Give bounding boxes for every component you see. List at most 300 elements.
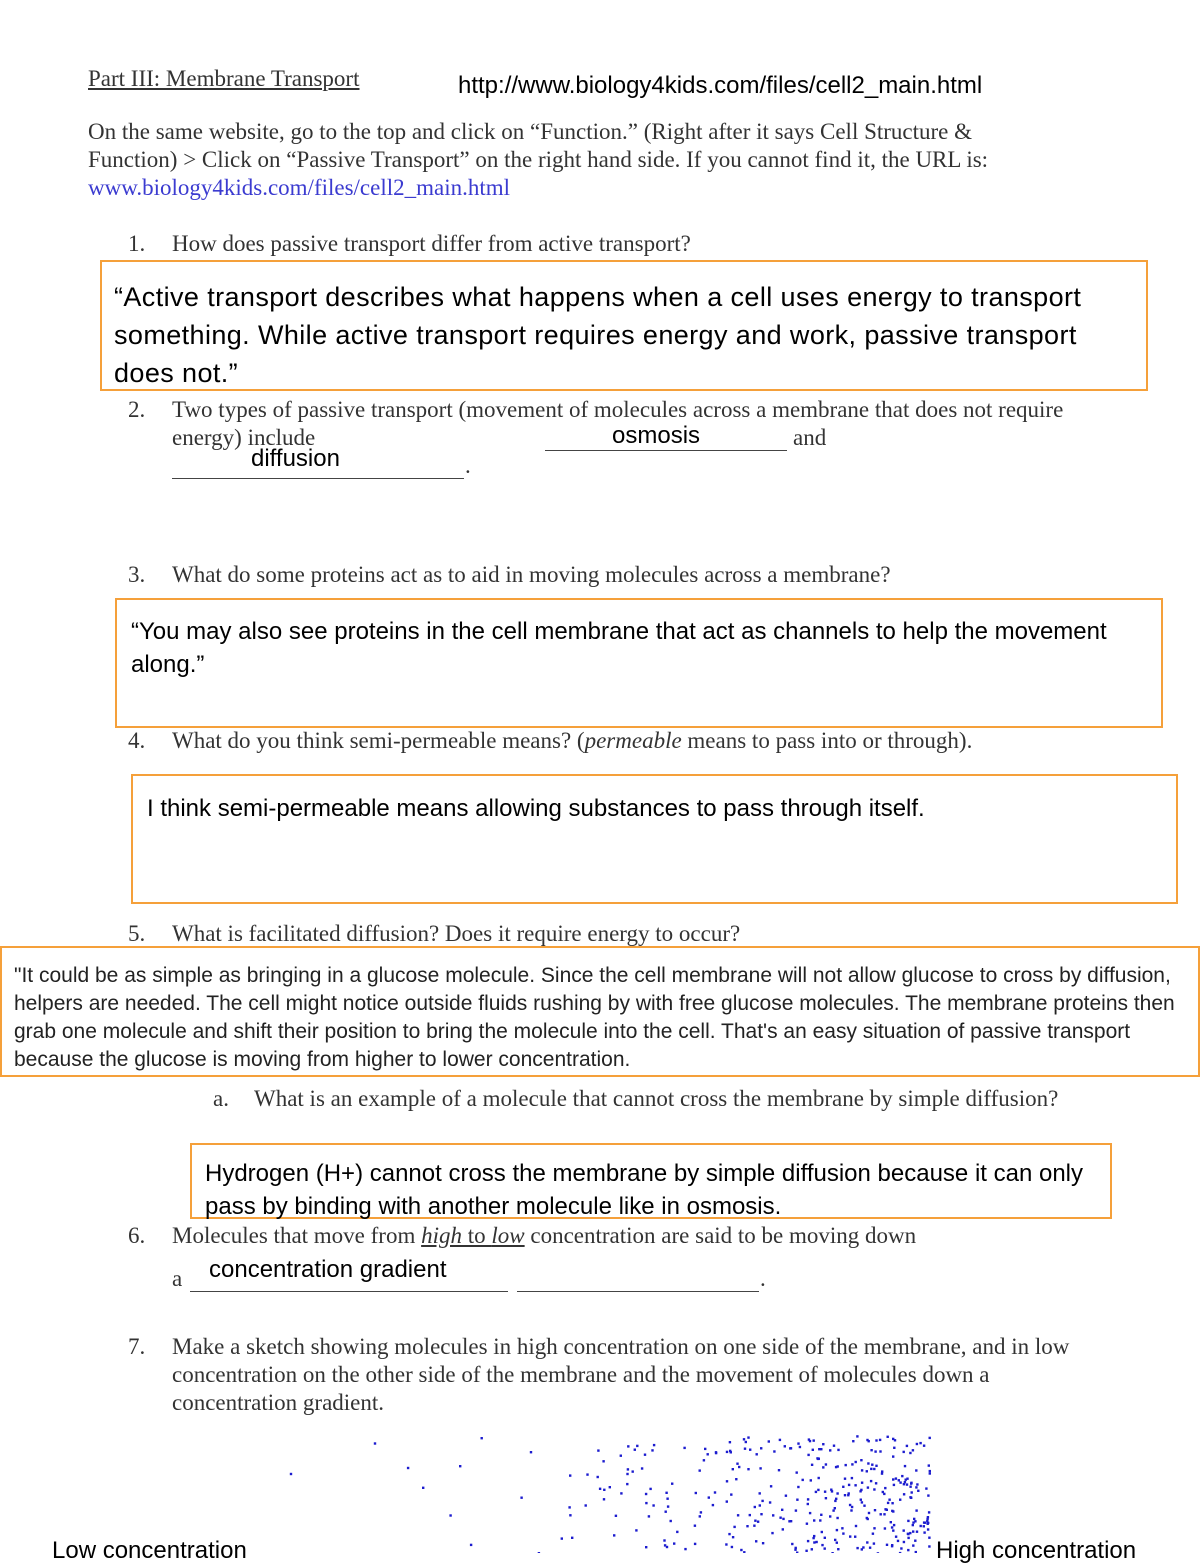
answer-box-4[interactable] bbox=[131, 774, 1178, 904]
molecule-dot bbox=[824, 1547, 826, 1549]
molecule-dot bbox=[847, 1494, 849, 1496]
section-heading: Part III: Membrane Transport bbox=[88, 66, 360, 91]
molecule-dot bbox=[586, 1473, 588, 1475]
molecule-dot bbox=[725, 1543, 727, 1545]
answer-box-3[interactable] bbox=[115, 598, 1163, 728]
molecule-dot bbox=[671, 1483, 673, 1485]
molecule-dot bbox=[914, 1540, 916, 1542]
molecule-dot bbox=[906, 1445, 908, 1447]
molecule-dot bbox=[760, 1447, 762, 1449]
molecule-dot bbox=[836, 1529, 838, 1531]
question-1-text: How does passive transport differ from active transport? bbox=[172, 231, 691, 256]
molecule-dot bbox=[735, 1478, 737, 1480]
molecule-dot bbox=[856, 1435, 858, 1437]
molecule-dot bbox=[807, 1503, 809, 1505]
molecule-dot bbox=[909, 1532, 911, 1534]
question-5a-number: a. bbox=[213, 1086, 229, 1111]
molecule-dot bbox=[769, 1501, 771, 1503]
molecule-dot bbox=[585, 1504, 587, 1506]
answer-box-5a[interactable] bbox=[190, 1143, 1112, 1219]
molecule-dot bbox=[900, 1547, 902, 1549]
molecule-dot bbox=[875, 1482, 877, 1484]
molecule-dot bbox=[603, 1489, 605, 1491]
molecule-dot bbox=[919, 1442, 921, 1444]
answer-4-text: I think semi-permeable means allowing substances to pass through itself. bbox=[147, 795, 925, 822]
molecule-dot bbox=[929, 1470, 931, 1472]
molecule-dot bbox=[807, 1498, 809, 1500]
molecule-dot bbox=[699, 1515, 701, 1517]
molecule-dot bbox=[926, 1520, 928, 1522]
molecule-dot bbox=[733, 1526, 735, 1528]
molecule-dot bbox=[772, 1514, 774, 1516]
molecule-dot bbox=[530, 1451, 532, 1453]
question-3-text: What do some proteins act as to aid in moving molecules across a membrane? bbox=[172, 562, 891, 587]
molecule-dot bbox=[927, 1494, 929, 1496]
molecule-dot bbox=[910, 1482, 912, 1484]
molecule-dot bbox=[704, 1448, 706, 1450]
molecule-dot bbox=[861, 1501, 863, 1503]
molecule-dot bbox=[754, 1506, 756, 1508]
molecule-dot bbox=[870, 1480, 872, 1482]
molecule-dot bbox=[781, 1509, 783, 1511]
molecule-dot bbox=[609, 1486, 611, 1488]
molecule-dot bbox=[855, 1461, 857, 1463]
molecule-dot bbox=[779, 1517, 781, 1519]
molecule-dot bbox=[824, 1491, 826, 1493]
molecule-dot bbox=[730, 1493, 732, 1495]
answer-1-text: “Active transport describes what happens when a cell uses energy to transport something. While active transport requires energy and work, passive transport does not.” bbox=[114, 282, 1082, 388]
molecule-dot bbox=[738, 1466, 740, 1468]
molecule-dot bbox=[850, 1509, 852, 1511]
molecule-dot bbox=[753, 1525, 755, 1527]
molecule-dot bbox=[761, 1500, 763, 1502]
molecule-dot bbox=[699, 1469, 701, 1471]
molecule-dot bbox=[807, 1540, 809, 1542]
molecule-dot bbox=[740, 1549, 742, 1551]
blank-1-answer: osmosis bbox=[612, 422, 701, 449]
molecule-dot bbox=[824, 1537, 826, 1539]
molecule-dot bbox=[809, 1440, 811, 1442]
blank-3b[interactable] bbox=[517, 1265, 759, 1292]
question-3-number: 3. bbox=[128, 562, 146, 587]
molecule-dot bbox=[745, 1441, 747, 1443]
molecule-dot bbox=[645, 1502, 647, 1504]
molecule-dot bbox=[886, 1509, 888, 1511]
molecule-dot bbox=[627, 1445, 629, 1447]
molecule-dot bbox=[782, 1518, 784, 1520]
molecule-dot bbox=[870, 1449, 872, 1451]
molecule-dot bbox=[744, 1448, 746, 1450]
molecule-dot bbox=[759, 1492, 761, 1494]
molecule-dot bbox=[797, 1442, 799, 1444]
molecule-dot bbox=[903, 1529, 905, 1531]
molecule-dot bbox=[708, 1496, 710, 1498]
molecule-dot bbox=[651, 1449, 653, 1451]
molecule-dot bbox=[571, 1537, 573, 1539]
molecule-dot bbox=[644, 1454, 646, 1456]
molecule-dot bbox=[820, 1448, 822, 1450]
molecule-dot bbox=[927, 1528, 929, 1530]
molecule-dot bbox=[860, 1489, 862, 1491]
molecule-dot bbox=[892, 1455, 894, 1457]
molecule-dot bbox=[712, 1504, 714, 1506]
molecule-dot bbox=[929, 1437, 931, 1439]
molecule-dot bbox=[911, 1491, 913, 1493]
question-1-number: 1. bbox=[128, 231, 146, 256]
molecule-dot bbox=[914, 1520, 916, 1522]
blank-2-answer: diffusion bbox=[251, 445, 340, 472]
molecule-dot bbox=[795, 1547, 797, 1549]
molecule-dot bbox=[695, 1492, 697, 1494]
molecule-dot bbox=[906, 1478, 908, 1480]
molecule-dot bbox=[818, 1477, 820, 1479]
high-concentration-label: High concentration bbox=[936, 1537, 1137, 1564]
molecule-dot bbox=[867, 1462, 869, 1464]
molecule-dot bbox=[916, 1531, 918, 1533]
molecule-dot bbox=[796, 1471, 798, 1473]
molecule-dot bbox=[756, 1453, 758, 1455]
molecule-dot bbox=[759, 1504, 761, 1506]
molecule-dot bbox=[602, 1460, 604, 1462]
molecule-dot bbox=[929, 1472, 931, 1474]
molecule-dot bbox=[916, 1483, 918, 1485]
molecule-dot bbox=[645, 1546, 647, 1548]
molecule-dot bbox=[771, 1532, 773, 1534]
molecule-dot bbox=[875, 1439, 877, 1441]
molecule-dot bbox=[673, 1542, 675, 1544]
molecule-dot bbox=[866, 1470, 868, 1472]
molecule-dot bbox=[755, 1540, 757, 1542]
molecule-dot bbox=[820, 1514, 822, 1516]
intro-link[interactable]: www.biology4kids.com/files/cell2_main.html bbox=[88, 175, 511, 200]
question-2-text-b: and bbox=[793, 425, 827, 450]
molecule-dot bbox=[737, 1514, 739, 1516]
question-4-number: 4. bbox=[128, 728, 146, 753]
molecule-dot bbox=[899, 1481, 901, 1483]
molecule-dot bbox=[874, 1450, 876, 1452]
question-2-number: 2. bbox=[128, 397, 146, 422]
molecule-dot bbox=[799, 1446, 801, 1448]
molecule-dot bbox=[913, 1518, 915, 1520]
molecule-dot bbox=[836, 1542, 838, 1544]
molecule-dot bbox=[829, 1515, 831, 1517]
molecule-dot bbox=[613, 1534, 615, 1536]
molecule-dot bbox=[886, 1544, 888, 1546]
molecule-dot bbox=[873, 1488, 875, 1490]
molecule-dot bbox=[860, 1499, 862, 1501]
molecule-dot bbox=[866, 1517, 868, 1519]
molecule-dot bbox=[665, 1492, 667, 1494]
molecule-dot bbox=[855, 1525, 857, 1527]
molecule-dot bbox=[449, 1514, 451, 1516]
molecule-dot bbox=[872, 1533, 874, 1535]
molecule-dot bbox=[879, 1439, 881, 1441]
answer-box-5[interactable] bbox=[0, 946, 1200, 1077]
molecule-dot bbox=[924, 1522, 926, 1524]
molecule-dot bbox=[890, 1521, 892, 1523]
molecule-dot bbox=[726, 1451, 728, 1453]
question-5a-text: What is an example of a molecule that cannot cross the membrane by simple diffusion? bbox=[254, 1086, 1059, 1111]
molecule-dot bbox=[797, 1486, 799, 1488]
molecule-dot bbox=[832, 1509, 834, 1511]
molecule-dot bbox=[891, 1526, 893, 1528]
molecule-dot bbox=[923, 1445, 925, 1447]
molecule-dot bbox=[831, 1490, 833, 1492]
molecule-dot bbox=[760, 1513, 762, 1515]
source-url[interactable]: http://www.biology4kids.com/files/cell2_main.html bbox=[458, 72, 983, 99]
molecule-dot bbox=[915, 1509, 917, 1511]
molecule-dot bbox=[834, 1507, 836, 1509]
molecule-dot bbox=[670, 1520, 672, 1522]
molecule-dot bbox=[912, 1524, 914, 1526]
molecule-dot bbox=[806, 1523, 808, 1525]
molecule-dot bbox=[909, 1452, 911, 1454]
question-4-text-italic: permeable bbox=[584, 728, 682, 753]
molecule-dot bbox=[888, 1499, 890, 1501]
molecule-dot bbox=[684, 1548, 686, 1550]
blank-3-answer: concentration gradient bbox=[209, 1256, 447, 1283]
molecule-dot bbox=[730, 1451, 732, 1453]
molecule-dot bbox=[866, 1541, 868, 1543]
concentration-sketch bbox=[0, 1420, 1200, 1553]
molecule-dot bbox=[597, 1449, 599, 1451]
molecule-dot bbox=[873, 1542, 875, 1544]
molecule-dot bbox=[813, 1439, 815, 1441]
molecule-dot bbox=[635, 1529, 637, 1531]
molecule-dot bbox=[620, 1455, 622, 1457]
molecule-dot bbox=[883, 1493, 885, 1495]
question-4-text-b: means to pass into or through). bbox=[681, 728, 973, 753]
molecule-dot bbox=[663, 1539, 665, 1541]
molecule-dot bbox=[927, 1516, 929, 1518]
molecule-dot bbox=[893, 1484, 895, 1486]
molecule-dot bbox=[811, 1464, 813, 1466]
molecule-dot bbox=[835, 1498, 837, 1500]
molecule-dot bbox=[849, 1535, 851, 1537]
molecule-dot bbox=[648, 1515, 650, 1517]
question-6-number: 6. bbox=[128, 1223, 146, 1248]
molecule-dot bbox=[666, 1498, 668, 1500]
molecule-dot bbox=[773, 1450, 775, 1452]
molecule-dot bbox=[802, 1479, 804, 1481]
molecule-dot bbox=[825, 1463, 827, 1465]
molecule-dot bbox=[732, 1536, 734, 1538]
molecule-dot bbox=[290, 1473, 292, 1475]
molecule-dot bbox=[870, 1468, 872, 1470]
molecule-dot bbox=[603, 1498, 605, 1500]
molecule-dot bbox=[883, 1513, 885, 1515]
molecule-dot bbox=[759, 1467, 761, 1469]
molecule-dot bbox=[851, 1477, 853, 1479]
molecule-dot bbox=[854, 1484, 856, 1486]
molecule-dot bbox=[928, 1537, 930, 1539]
molecule-dot bbox=[861, 1482, 863, 1484]
molecule-dot bbox=[568, 1506, 570, 1508]
molecule-dot bbox=[726, 1500, 728, 1502]
molecule-dot bbox=[620, 1492, 622, 1494]
answer-5a-text: Hydrogen (H+) cannot cross the membrane by simple diffusion because it can only pass by binding with another molecule like in osmosis. bbox=[205, 1160, 1084, 1220]
molecule-dot bbox=[666, 1546, 668, 1548]
molecule-dot bbox=[813, 1519, 815, 1521]
molecule-dot bbox=[868, 1512, 870, 1514]
molecule-dot bbox=[374, 1442, 376, 1444]
molecule-dot bbox=[892, 1478, 894, 1480]
molecule-dot bbox=[837, 1449, 839, 1451]
molecule-dot bbox=[815, 1491, 817, 1493]
molecule-dot bbox=[819, 1519, 821, 1521]
question-4-text bbox=[172, 727, 1052, 755]
molecule-dot bbox=[790, 1520, 792, 1522]
molecule-dot bbox=[907, 1549, 909, 1551]
molecule-dot bbox=[871, 1464, 873, 1466]
question-6-low: low bbox=[491, 1223, 525, 1248]
question-5-text: What is facilitated diffusion? Does it require energy to occur? bbox=[172, 921, 741, 946]
molecule-dot bbox=[895, 1536, 897, 1538]
molecule-dot bbox=[897, 1540, 899, 1542]
question-4-text-a: What do you think semi-permeable means? ( bbox=[172, 728, 585, 753]
molecule-dot bbox=[747, 1468, 749, 1470]
molecule-dot bbox=[599, 1488, 601, 1490]
molecule-dot bbox=[731, 1546, 733, 1548]
molecule-dot bbox=[822, 1466, 824, 1468]
molecule-dot bbox=[863, 1505, 865, 1507]
molecule-dot bbox=[795, 1509, 797, 1511]
molecule-dot bbox=[652, 1504, 654, 1506]
molecule-dot bbox=[481, 1437, 483, 1439]
molecule-dot bbox=[915, 1469, 917, 1471]
molecule-dot bbox=[834, 1500, 836, 1502]
molecule-dot bbox=[861, 1469, 863, 1471]
molecule-dot bbox=[879, 1450, 881, 1452]
molecule-dot bbox=[747, 1436, 749, 1438]
molecule-dot bbox=[676, 1531, 678, 1533]
molecule-dot bbox=[880, 1513, 882, 1515]
molecule-dot bbox=[848, 1484, 850, 1486]
molecule-dot bbox=[862, 1546, 864, 1548]
molecule-dot bbox=[894, 1439, 896, 1441]
molecule-dot bbox=[597, 1476, 599, 1478]
molecule-dot bbox=[906, 1483, 908, 1485]
molecule-dot bbox=[729, 1441, 731, 1443]
molecule-dot bbox=[852, 1440, 854, 1442]
molecule-dot bbox=[867, 1486, 869, 1488]
molecule-dot bbox=[833, 1445, 835, 1447]
molecule-dot bbox=[851, 1463, 853, 1465]
molecule-dot bbox=[796, 1499, 798, 1501]
molecule-dot bbox=[915, 1486, 917, 1488]
molecule-dot bbox=[422, 1487, 424, 1489]
low-concentration-label: Low concentration bbox=[52, 1537, 247, 1564]
molecule-dot bbox=[715, 1452, 717, 1454]
answer-box-1[interactable] bbox=[100, 260, 1148, 391]
molecule-dot bbox=[907, 1537, 909, 1539]
molecule-dot bbox=[667, 1505, 669, 1507]
molecule-dot bbox=[818, 1458, 820, 1460]
molecule-dot bbox=[907, 1520, 909, 1522]
molecule-dot bbox=[812, 1449, 814, 1451]
molecule-dot bbox=[884, 1527, 886, 1529]
intro-paragraph bbox=[88, 118, 1048, 202]
molecule-dot bbox=[694, 1525, 696, 1527]
molecule-dot bbox=[873, 1468, 875, 1470]
molecule-dot bbox=[825, 1497, 827, 1499]
molecule-dot bbox=[810, 1479, 812, 1481]
molecule-dot bbox=[811, 1548, 813, 1550]
molecule-dot bbox=[779, 1439, 781, 1441]
molecule-dot bbox=[887, 1436, 889, 1438]
molecule-dot bbox=[791, 1543, 793, 1545]
molecule-dot bbox=[881, 1470, 883, 1472]
molecule-dot bbox=[901, 1475, 903, 1477]
molecule-dot bbox=[653, 1444, 655, 1446]
molecule-dot bbox=[869, 1547, 871, 1549]
molecule-dot bbox=[845, 1464, 847, 1466]
question-6-to: to bbox=[462, 1223, 492, 1248]
molecule-dot bbox=[822, 1443, 824, 1445]
molecule-dot bbox=[903, 1541, 905, 1543]
molecule-dot bbox=[903, 1493, 905, 1495]
intro-text: On the same website, go to the top and click on “Function.” (Right after it says Cell Structure & Function) > Click on “Passive Transport” on the right hand side. If you cannot find it, the URL is: bbox=[88, 119, 989, 172]
molecule-dot bbox=[789, 1447, 791, 1449]
molecule-dot bbox=[641, 1467, 643, 1469]
molecule-dot bbox=[632, 1470, 634, 1472]
molecule-dot bbox=[884, 1487, 886, 1489]
molecule-dot bbox=[875, 1465, 877, 1467]
molecule-dot bbox=[649, 1488, 651, 1490]
molecule-dot bbox=[636, 1445, 638, 1447]
molecule-dot bbox=[768, 1440, 770, 1442]
molecule-dot bbox=[849, 1504, 851, 1506]
molecule-dot bbox=[407, 1467, 409, 1469]
molecule-dot bbox=[842, 1486, 844, 1488]
molecule-dot bbox=[891, 1510, 893, 1512]
molecule-dot bbox=[903, 1451, 905, 1453]
question-5-number: 5. bbox=[128, 921, 146, 946]
question-7-number: 7. bbox=[128, 1334, 146, 1359]
molecule-dot bbox=[923, 1531, 925, 1533]
molecule-dot bbox=[874, 1509, 876, 1511]
molecule-dot bbox=[459, 1465, 461, 1467]
molecule-dot bbox=[728, 1533, 730, 1535]
molecule-dot bbox=[805, 1550, 807, 1552]
molecule-dot bbox=[749, 1449, 751, 1451]
molecule-dot bbox=[923, 1525, 925, 1527]
molecule-dot bbox=[860, 1459, 862, 1461]
question-2-period: . bbox=[465, 453, 471, 478]
molecule-dot bbox=[925, 1487, 927, 1489]
molecule-dot bbox=[627, 1468, 629, 1470]
question-6-text bbox=[172, 1222, 1092, 1250]
molecule-dot bbox=[836, 1492, 838, 1494]
molecule-dot bbox=[746, 1525, 748, 1527]
molecule-dot bbox=[817, 1489, 819, 1491]
molecule-dot bbox=[743, 1438, 745, 1440]
molecule-dot bbox=[916, 1443, 918, 1445]
molecule-dot bbox=[834, 1539, 836, 1541]
molecule-dot bbox=[873, 1527, 875, 1529]
question-6-prefix: a bbox=[172, 1266, 183, 1291]
molecule-dot bbox=[665, 1511, 667, 1513]
molecule-dot bbox=[829, 1449, 831, 1451]
molecule-dot bbox=[821, 1544, 823, 1546]
molecule-dot bbox=[569, 1474, 571, 1476]
molecule-dot bbox=[891, 1544, 893, 1546]
molecule-dot bbox=[736, 1463, 738, 1465]
molecule-dot bbox=[700, 1511, 702, 1513]
molecule-dot bbox=[927, 1523, 929, 1525]
molecule-dot bbox=[844, 1478, 846, 1480]
answer-5-text: "It could be as simple as bringing in a glucose molecule. Since the cell membrane will not allow glucose to cross by diffusion, helpers are needed. The cell might notice outside fluids rushing by with free glucose molecules. The membrane proteins then grab one molecule and shift their position to bring the molecule into the cell. That's an easy situation of passive transport because the glucose is moving from higher to lower concentration. bbox=[14, 964, 1175, 1071]
